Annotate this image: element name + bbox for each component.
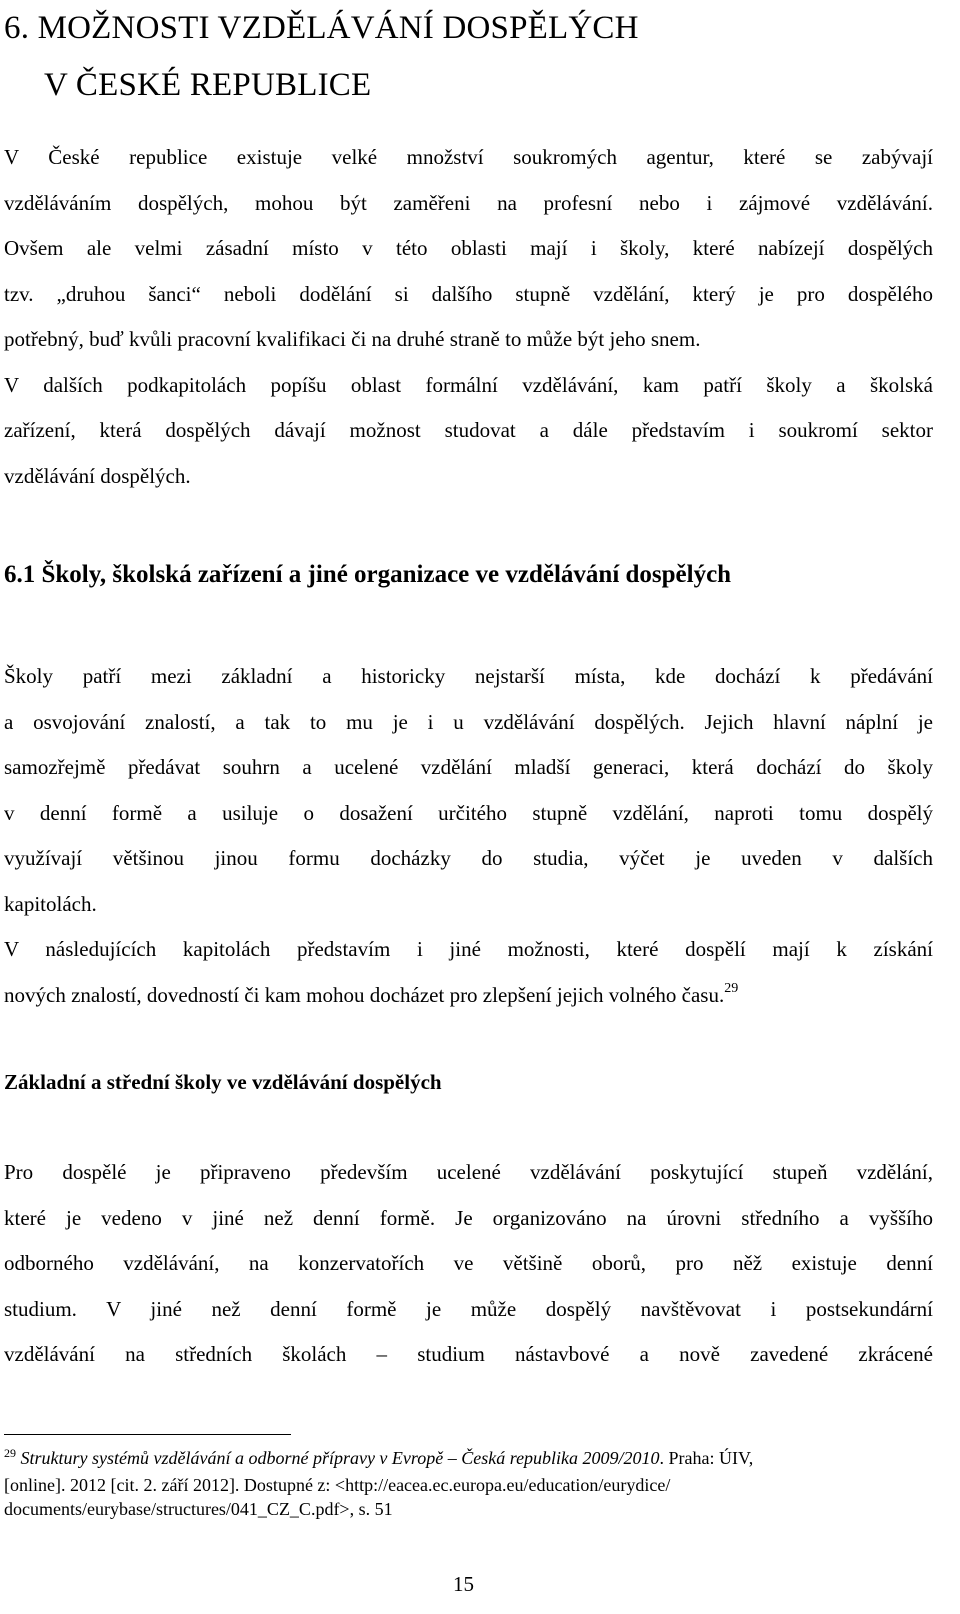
- text-line: které je vedeno v jiné než denní formě. Je organizováno na úrovni středního a vyššího: [4, 1205, 933, 1230]
- footnote-source-title: Struktury systémů vzdělávání a odborné přípravy v Evropě – Česká republika 2009/2010: [20, 1448, 660, 1468]
- text-line: využívají většinou jinou formu docházky do studia, výčet je uveden v dalších: [4, 846, 933, 870]
- footnote: [4, 1446, 933, 1522]
- chapter-title-line2: V ČESKÉ REPUBLICE: [44, 67, 372, 103]
- footnote-separator: [4, 1434, 291, 1435]
- text-line: V následujících kapitolách představím i jiné možnosti, které dospělí mají k získání: [4, 937, 933, 961]
- subsection-paragraph: [4, 1150, 933, 1378]
- text-line: vzdělávání dospělých.: [4, 463, 191, 488]
- chapter-title: [4, 0, 639, 114]
- text-line: potřebný, buď kvůli pracovní kvalifikaci či na druhé straně to může být jeho snem.: [4, 327, 701, 351]
- text-line-with-footnote: [4, 973, 933, 1022]
- text-line: a osvojování znalostí, a tak to mu je i u vzdělávání dospělých. Jejich hlavní náplní je: [4, 709, 933, 734]
- text-line: odborného vzdělávání, na konzervatořích ve většině oborů, pro něž existuje denní: [4, 1251, 933, 1275]
- section-heading: 6.1 Školy, školská zařízení a jiné organizace ve vzdělávání dospělých: [4, 561, 732, 588]
- text-line: vzdělávání na středních školách – studium nástavbové a nově zavedené zkrácené: [4, 1342, 933, 1366]
- footnote-text: . Praha: ÚIV,: [659, 1448, 754, 1468]
- text-line: samozřejmě předávat souhrn a ucelené vzdělání mladší generaci, která dochází do školy: [4, 755, 933, 779]
- text-line: tzv. „druhou šanci“ neboli dodělání si dalšího stupně vzdělání, který je pro dospělého: [4, 281, 933, 306]
- section-paragraph: [4, 654, 933, 1021]
- text-line: kapitolách.: [4, 891, 97, 916]
- text-line: V dalších podkapitolách popíšu oblast formální vzdělávání, kam patří školy a školská: [4, 372, 933, 397]
- subsection-heading: Základní a střední školy ve vzdělávání dospělých: [4, 1070, 442, 1094]
- text-line: Ovšem ale velmi zásadní místo v této oblasti mají i školy, které nabízejí dospělých: [4, 236, 933, 260]
- text-line: Školy patří mezi základní a historicky nejstarší místa, kde dochází k předávání: [4, 664, 933, 688]
- text-line: v denní formě a usiluje o dosažení určitého stupně vzdělání, naproti tomu dospělý: [4, 800, 933, 825]
- page-number: 15: [453, 1572, 474, 1596]
- text-line: studium. V jiné než denní formě je může dospělý navštěvovat i postsekundární: [4, 1296, 933, 1321]
- text-line: Pro dospělé je připraveno především ucelené vzdělávání poskytující stupeň vzdělání,: [4, 1160, 933, 1184]
- footnote-reference[interactable]: 29: [724, 980, 739, 996]
- text-line: zařízení, která dospělých dávají možnost studovat a dále představím i soukromí sektor: [4, 418, 933, 442]
- footnote-line: [online]. 2012 [cit. 2. září 2012]. Dostupné z: <http://eacea.ec.europa.eu/education/eurydice/: [4, 1474, 671, 1495]
- text-line: vzděláváním dospělých, mohou být zaměřeni na profesní nebo i zájmové vzdělávání.: [4, 190, 933, 215]
- intro-paragraph: [4, 135, 933, 499]
- document-page: [4, 0, 933, 1614]
- footnote-line: documents/eurybase/structures/041_CZ_C.pdf>, s. 51: [4, 1499, 393, 1519]
- text-line: V České republice existuje velké množství soukromých agentur, které se zabývají: [4, 145, 933, 169]
- footnote-number: 29: [4, 1446, 16, 1460]
- chapter-title-line1: 6. MOŽNOSTI VZDĚLÁVÁNÍ DOSPĚLÝCH: [4, 10, 639, 46]
- footnote-line: [4, 1446, 933, 1473]
- text-line: nových znalostí, dovedností či kam mohou docházet pro zlepšení jejich volného času.: [4, 982, 725, 1007]
